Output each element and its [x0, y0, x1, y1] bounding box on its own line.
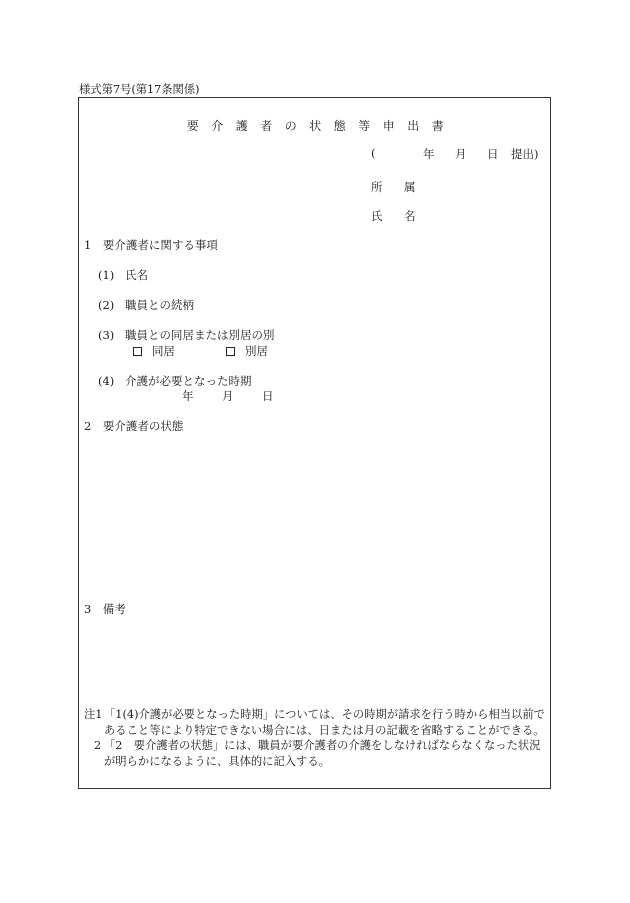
day-label: 日: [487, 147, 499, 161]
item-number: (2): [98, 298, 115, 312]
item-number: (3): [98, 328, 115, 342]
section3-heading: 3 備考: [84, 602, 126, 616]
item-number: (4): [98, 374, 115, 388]
open-paren: (: [371, 146, 376, 160]
note-1: [84, 707, 546, 738]
item-3: [98, 327, 275, 343]
item-label: 職員との続柄: [125, 298, 194, 312]
section2-heading: 2 要介護者の状態: [84, 419, 184, 433]
separate-label: 別居: [245, 344, 268, 358]
notes-block: [84, 707, 546, 769]
care-start-date: [182, 388, 274, 404]
cohabit-label: 同居: [152, 344, 175, 358]
item-4: [98, 373, 252, 389]
care-month-label: 月: [222, 389, 234, 403]
cohabit-option[interactable]: [133, 343, 175, 359]
care-year-label: 年: [182, 389, 194, 403]
year-label: 年: [423, 147, 435, 161]
separate-checkbox[interactable]: [226, 347, 235, 356]
submitted-label: 提出): [511, 147, 539, 161]
item-number: (1): [98, 268, 115, 282]
note-number: 2: [94, 739, 102, 752]
form-frame: [78, 97, 551, 789]
care-day-label: 日: [262, 389, 274, 403]
form-title: 要介護者の状態等申出書: [186, 119, 457, 133]
cohabit-checkbox[interactable]: [133, 347, 142, 356]
item-label: 職員との同居または別居の別: [125, 328, 275, 342]
note-text: 「2 要介護者の状態」には、職員が要介護者の介護をしなければならなくなった状況が明らかになるように、具体的に記入する。: [104, 739, 541, 768]
note-number: 注1: [84, 708, 103, 721]
month-label: 月: [455, 147, 467, 161]
section1-heading: 1 要介護者に関する事項: [84, 238, 218, 252]
submission-date-row: [371, 146, 539, 162]
item-label: 氏名: [125, 268, 148, 282]
note-2: [84, 738, 546, 769]
separate-option[interactable]: [226, 343, 268, 359]
item-1: [98, 267, 148, 283]
affiliation-label: 所 属: [371, 180, 416, 194]
form-number: 様式第7号(第17条関係): [79, 82, 200, 96]
item-2: [98, 297, 194, 313]
note-text: 「1(4)介護が必要となった時期」については、その時期が請求を行う時から相当以前であること等により特定できない場合には、日または月の記載を省略することができる。: [104, 708, 545, 737]
item-label: 介護が必要となった時期: [125, 374, 252, 388]
applicant-name-label: 氏 名: [371, 209, 416, 223]
